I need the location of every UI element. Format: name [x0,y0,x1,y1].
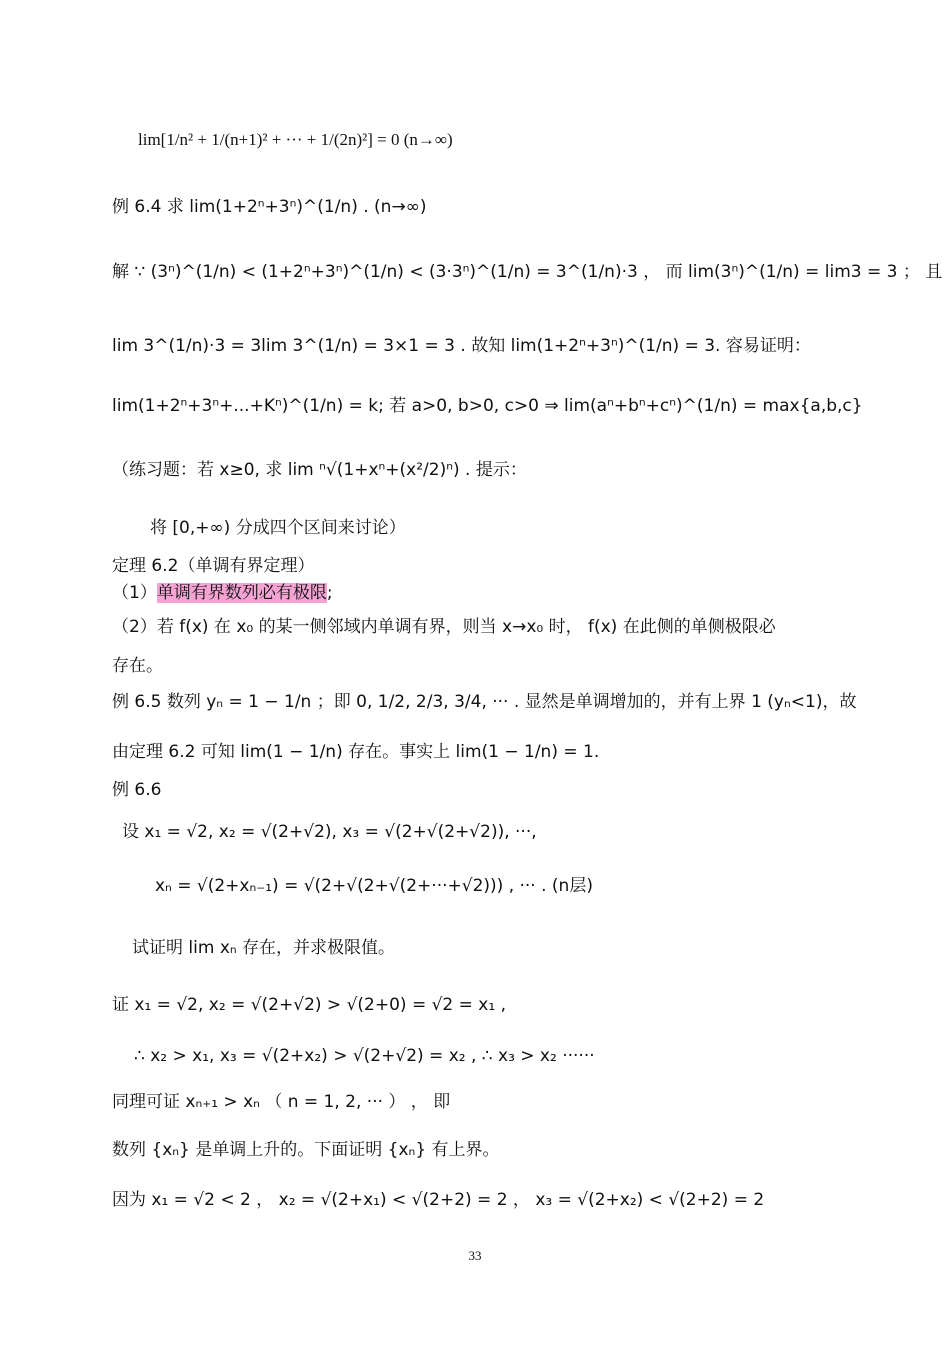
proof-step-1: 证 x₁ = √2, x₂ = √(2+√2) > √(2+0) = √2 = x₁ , [112,995,506,1015]
theorem-part-1 [112,583,333,603]
example-6-4-statement: 例 6.4 求 lim(1+2ⁿ+3ⁿ)^(1/n) . (n→∞) [112,197,427,217]
example-6-5-statement: 例 6.5 数列 yₙ = 1 − 1/n ；即 0, 1/2, 2/3, 3/4, ··· . 显然是单调增加的，并有上界 1 (yₙ<1)，故 [112,692,857,712]
limit-sum-formula: lim[1/n² + 1/(n+1)² + ··· + 1/(2n)²] = 0 (n→∞) [138,130,453,149]
sequence-general-term: xₙ = √(2+xₙ₋₁) = √(2+√(2+√(2+···+√2))) , ··· . (n层) [155,876,593,896]
solution-line: 解 ∵ (3ⁿ)^(1/n) < (1+2ⁿ+3ⁿ)^(1/n) < (3·3ⁿ)^(1/n) = 3^(1/n)·3 ， 而 lim(3ⁿ)^(1/n) = lim3 = 3 ； 且 [112,262,943,282]
part-1-semicolon: ; [326,583,333,603]
exercise-line: （练习题：若 x≥0, 求 lim ⁿ√(1+xⁿ+(x²/2)ⁿ) . 提示： [112,460,527,480]
proof-step-3: 同理可证 xₙ₊₁ > xₙ （ n = 1, 2, ··· ） ， 即 [112,1092,451,1112]
page-number: 33 [468,1248,482,1263]
highlighted-theorem-text: 单调有界数列必有极限 [156,583,327,603]
solution-conclusion: lim 3^(1/n)·3 = 3lim 3^(1/n) = 3×1 = 3 . 故知 lim(1+2ⁿ+3ⁿ)^(1/n) = 3. 容易证明： [112,336,811,356]
theorem-6-2-title: 定理 6.2（单调有界定理） [112,556,315,576]
example-6-6-title: 例 6.6 [112,780,162,800]
general-limit-formula: lim(1+2ⁿ+3ⁿ+...+Kⁿ)^(1/n) = k; 若 a>0, b>0, c>0 ⇒ lim(aⁿ+bⁿ+cⁿ)^(1/n) = max{a,b,c} [112,396,863,416]
example-6-5-conclusion: 由定理 6.2 可知 lim(1 − 1/n) 存在。事实上 lim(1 − 1/n) = 1. [112,742,600,762]
proof-step-4: 数列 {xₙ} 是单调上升的。下面证明 {xₙ} 有上界。 [112,1140,500,1160]
proof-step-2: ∴ x₂ > x₁, x₃ = √(2+x₂) > √(2+√2) = x₂ , ∴ x₃ > x₂ ······ [134,1046,595,1066]
theorem-part-2: （2）若 f(x) 在 x₀ 的某一侧邻域内单调有界，则当 x→x₀ 时， f(x) 在此侧的单侧极限必 [112,617,776,637]
part-1-label: （1） [112,583,157,603]
proof-step-5: 因为 x₁ = √2 < 2 ， x₂ = √(2+x₁) < √(2+2) = 2 ， x₃ = √(2+x₂) < √(2+2) = 2 [112,1190,765,1210]
sequence-definition: 设 x₁ = √2, x₂ = √(2+√2), x₃ = √(2+√(2+√2)), ···, [122,822,537,842]
exercise-hint: 将 [0,+∞) 分成四个区间来讨论） [150,518,406,538]
theorem-part-2-cont: 存在。 [112,656,163,676]
prove-statement: 试证明 lim xₙ 存在，并求极限值。 [132,938,396,958]
